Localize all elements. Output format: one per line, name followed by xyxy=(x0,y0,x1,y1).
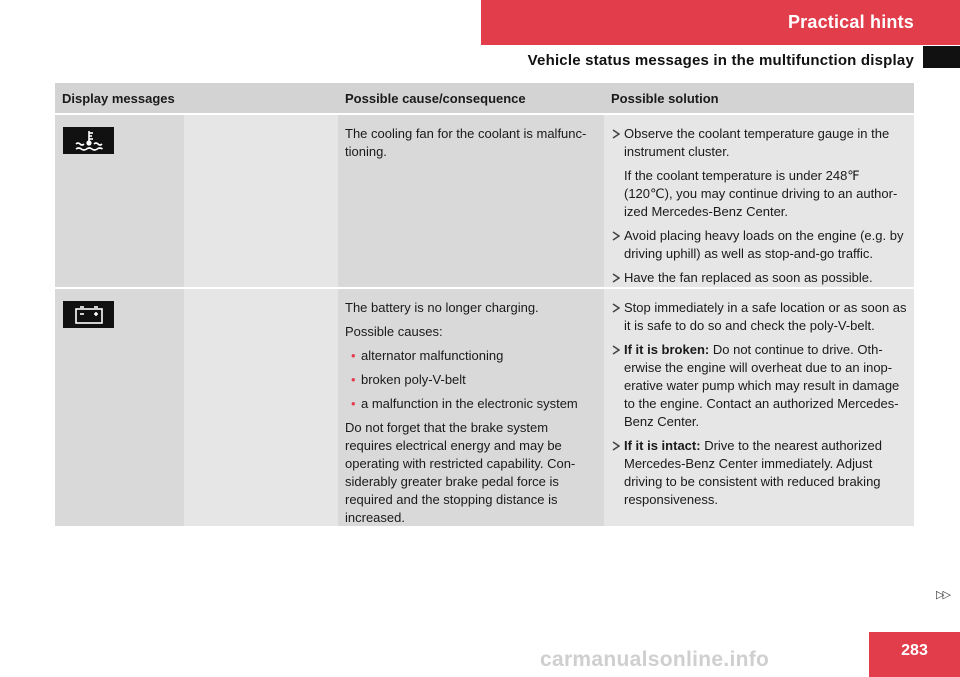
list-item xyxy=(345,347,597,365)
section-title: Practical hints xyxy=(787,12,914,32)
cause-text: The battery is no longer charging. xyxy=(345,300,539,315)
solution-item xyxy=(610,341,908,431)
solution-item xyxy=(610,437,908,509)
bullet-icon: • xyxy=(351,372,356,387)
solution-bold-label: If it is intact: xyxy=(624,438,701,453)
solution-text: If the coolant temperature is under 248℉ (120℃), you may continue driving to an author-ized Mercedes-Benz Center. xyxy=(624,168,898,219)
list-item xyxy=(345,395,597,413)
solution-cell xyxy=(604,289,914,526)
cause-cell xyxy=(338,289,604,526)
solution-item xyxy=(610,125,908,221)
cause-cell xyxy=(338,115,604,287)
blank-cell xyxy=(184,289,338,526)
column-header-display: Display messages xyxy=(62,90,175,106)
arrow-right-icon xyxy=(612,269,624,287)
cause-text: Possible causes: xyxy=(345,324,443,339)
cause-bullet-text: a malfunction in the electronic system xyxy=(361,396,578,411)
arrow-right-icon xyxy=(612,125,624,221)
solution-item xyxy=(610,269,908,287)
bullet-icon: • xyxy=(351,396,356,411)
solution-text xyxy=(624,341,908,431)
coolant-temperature-icon xyxy=(63,127,114,154)
status-messages-table xyxy=(55,83,914,528)
section-title-tab xyxy=(481,0,960,45)
list-item xyxy=(345,371,597,389)
display-message-cell xyxy=(55,115,184,287)
solution-text xyxy=(624,437,908,509)
battery-icon xyxy=(63,301,114,328)
table-row xyxy=(55,289,914,528)
page-number: 283 xyxy=(869,632,960,677)
continue-marker: ▷▷ xyxy=(936,589,949,601)
arrow-right-icon xyxy=(612,341,624,431)
column-header-solution: Possible solution xyxy=(611,90,719,106)
watermark: carmanualsonline.info xyxy=(540,648,770,671)
solution-item xyxy=(610,227,908,263)
cause-bullet-text: broken poly-V-belt xyxy=(361,372,466,387)
blank-cell xyxy=(184,115,338,287)
solution-text: Observe the coolant temperature gauge in the instrument cluster. xyxy=(624,126,890,159)
cause-bullet-text: alternator malfunctioning xyxy=(361,348,504,363)
arrow-right-icon xyxy=(612,299,624,335)
solution-cell xyxy=(604,115,914,287)
column-header-cause: Possible cause/consequence xyxy=(345,90,526,106)
solution-item xyxy=(610,299,908,335)
solution-text-body: Drive to the nearest authorized Mercedes-Benz Center immediately. Adjust driving to be consistent with reduced braking responsiveness. xyxy=(624,438,882,507)
table-row xyxy=(55,115,914,289)
cause-text: The cooling fan for the coolant is malfunc-tioning. xyxy=(345,126,587,159)
cause-text: Do not forget that the brake system requires electrical energy and may be operating with restricted capability. Con-siderably greater brake pedal force is required and the stopping distance is increased. xyxy=(345,420,576,525)
solution-text: Avoid placing heavy loads on the engine (e.g. by driving uphill) as well as stop-and-go traffic. xyxy=(624,228,904,261)
table-header xyxy=(55,83,914,115)
solution-text: Stop immediately in a safe location or as soon as it is safe to do so and check the poly-V-belt. xyxy=(624,300,907,333)
arrow-right-icon xyxy=(612,227,624,263)
solution-text: Have the fan replaced as soon as possible. xyxy=(624,270,873,285)
arrow-right-icon xyxy=(612,437,624,509)
header-marker-bar xyxy=(923,46,960,68)
display-message-cell xyxy=(55,289,184,526)
solution-bold-label: If it is broken: xyxy=(624,342,710,357)
page-subtitle: Vehicle status messages in the multifunction display xyxy=(527,52,914,69)
bullet-icon: • xyxy=(351,348,356,363)
solution-text-body: Do not continue to drive. Oth-erwise the engine will overheat due to an inop-erative water pump which may result in damage to the engine. Contact an authorized Mercedes-Benz Center. xyxy=(624,342,900,429)
